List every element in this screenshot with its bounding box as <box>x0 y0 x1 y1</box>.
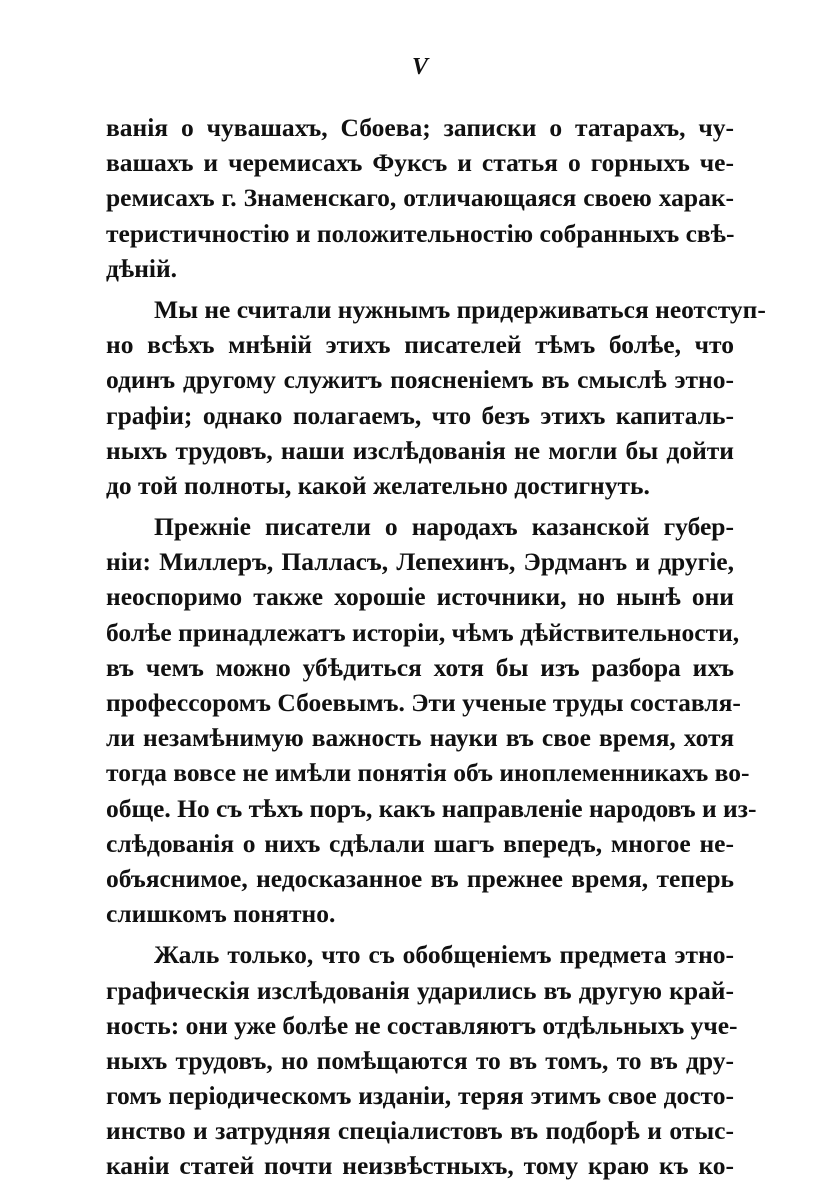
text-line: болѣе принадлежатъ исторіи, чѣмъ дѣйствительности, <box>106 617 740 647</box>
text-line: но всѣхъ мнѣній этихъ писателей тѣмъ болѣе, что <box>106 330 734 360</box>
paragraph <box>106 292 766 503</box>
text-line: графическія изслѣдованія ударились въ другую край- <box>106 975 734 1005</box>
text-line: теристичностію и положительностію собранныхъ свѣ- <box>106 218 735 248</box>
text-line: ныхъ трудовъ, наши изслѣдованія не могли бы дойти <box>106 435 734 465</box>
text-line: Жаль только, что съ обобщеніемъ предмета этно- <box>154 940 734 970</box>
text-line: тогда вовсе не имѣли понятія объ иноплеменникахъ во- <box>106 758 750 788</box>
text-line: слѣдованія о нихъ сдѣлали шагъ впередъ, многое не- <box>106 828 734 858</box>
text-line: гомъ періодическомъ изданіи, теряя этимъ свое досто- <box>106 1081 734 1111</box>
text-line: Мы не считали нужнымъ придерживаться неотступ- <box>154 294 766 324</box>
text-line: въ чемъ можно убѣдиться хотя бы изъ разбора ихъ <box>106 652 734 682</box>
text-line: обще. Но съ тѣхъ поръ, какъ направленіе народовъ и из- <box>106 793 757 823</box>
page-body-text <box>106 110 766 1184</box>
text-line: графіи; однако полагаемъ, что безъ этихъ капиталь- <box>106 400 734 430</box>
text-line: дѣній. <box>106 253 178 283</box>
paragraph <box>106 110 734 286</box>
text-line: до той полноты, какой желательно достигнуть. <box>106 470 650 500</box>
text-line: вашахъ и черемисахъ Фуксъ и статья о горныхъ че- <box>106 148 734 178</box>
text-line: слишкомъ понятно. <box>106 899 336 929</box>
text-line: одинъ другому служитъ поясненіемъ въ смыслѣ этно- <box>106 365 734 395</box>
text-line: ли незамѣнимую важность науки въ свое время, хотя <box>106 723 734 753</box>
text-line: ныхъ трудовъ, но помѣщаются то въ томъ, то въ дру- <box>106 1045 734 1075</box>
text-line: ніи: Миллеръ, Палласъ, Лепехинъ, Эрдманъ и другіе, <box>106 547 734 577</box>
text-line: неоспоримо также хорошіе источники, но нынѣ они <box>106 582 734 612</box>
text-line: профессоромъ Сбоевымъ. Эти ученые труды составля- <box>106 688 741 717</box>
text-line: ность: они уже болѣе не составляютъ отдѣльныхъ уче- <box>106 1010 738 1040</box>
text-line: каніи статей почти неизвѣстныхъ, тому краю къ ко- <box>106 1151 734 1181</box>
paragraph <box>106 937 738 1183</box>
text-line: ванія о чувашахъ, Сбоева; записки о татарахъ, чу- <box>106 113 734 142</box>
text-line: объяснимое, недосказанное въ прежнее время, теперь <box>106 863 734 893</box>
text-line: ремисахъ г. Знаменскаго, отличающаяся своею харак- <box>106 183 734 213</box>
page-number: V <box>411 54 428 80</box>
paragraph <box>106 509 757 931</box>
text-line: инство и затрудняя спеціалистовъ въ подборѣ и отыс- <box>106 1116 734 1146</box>
text-line: Прежніе писатели о народахъ казанской губер- <box>154 512 734 542</box>
